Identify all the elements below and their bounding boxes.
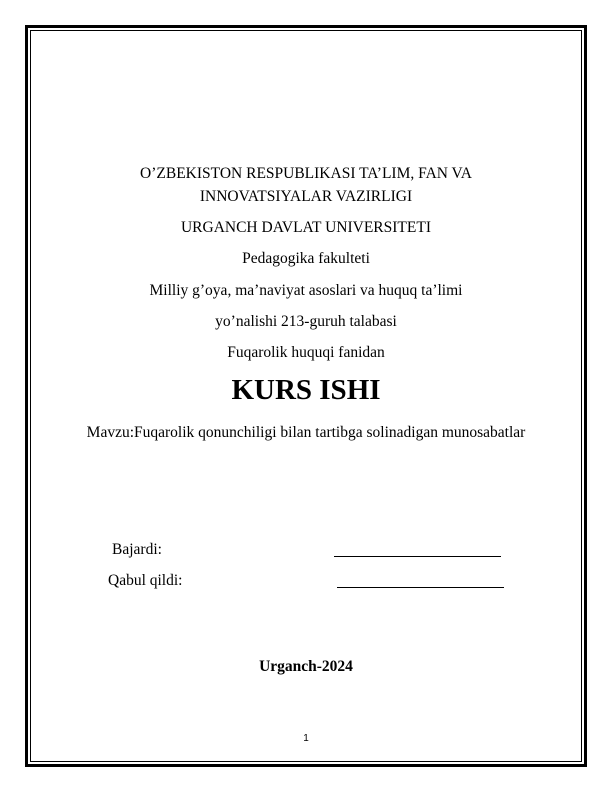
subject-name: Fuqarolik huquqi fanidan bbox=[227, 344, 385, 361]
page-number: 1 bbox=[303, 733, 309, 744]
city-year: Urganch-2024 bbox=[259, 658, 353, 675]
document-title: KURS ISHI bbox=[231, 374, 381, 406]
performed-by-signature-line bbox=[334, 556, 501, 557]
direction-line-2: yo’nalishi 213-guruh talabasi bbox=[215, 313, 397, 330]
direction-line-1: Milliy g’oya, ma’naviyat asoslari va huquq ta’limi bbox=[149, 282, 463, 299]
performed-by-label: Bajardi: bbox=[112, 541, 162, 558]
ministry-line-2: INNOVATSIYALAR VAZIRLIGI bbox=[199, 188, 413, 205]
accepted-by-signature-line bbox=[337, 587, 504, 588]
faculty-name: Pedagogika fakulteti bbox=[242, 250, 370, 267]
topic-line: Mavzu:Fuqarolik qonunchiligi bilan tartibga solinadigan munosabatlar bbox=[86, 424, 526, 441]
university-name: URGANCH DAVLAT UNIVERSITETI bbox=[180, 219, 431, 236]
ministry-line-1: O’ZBEKISTON RESPUBLIKASI TA’LIM, FAN VA bbox=[140, 165, 472, 182]
accepted-by-label: Qabul qildi: bbox=[108, 572, 183, 589]
